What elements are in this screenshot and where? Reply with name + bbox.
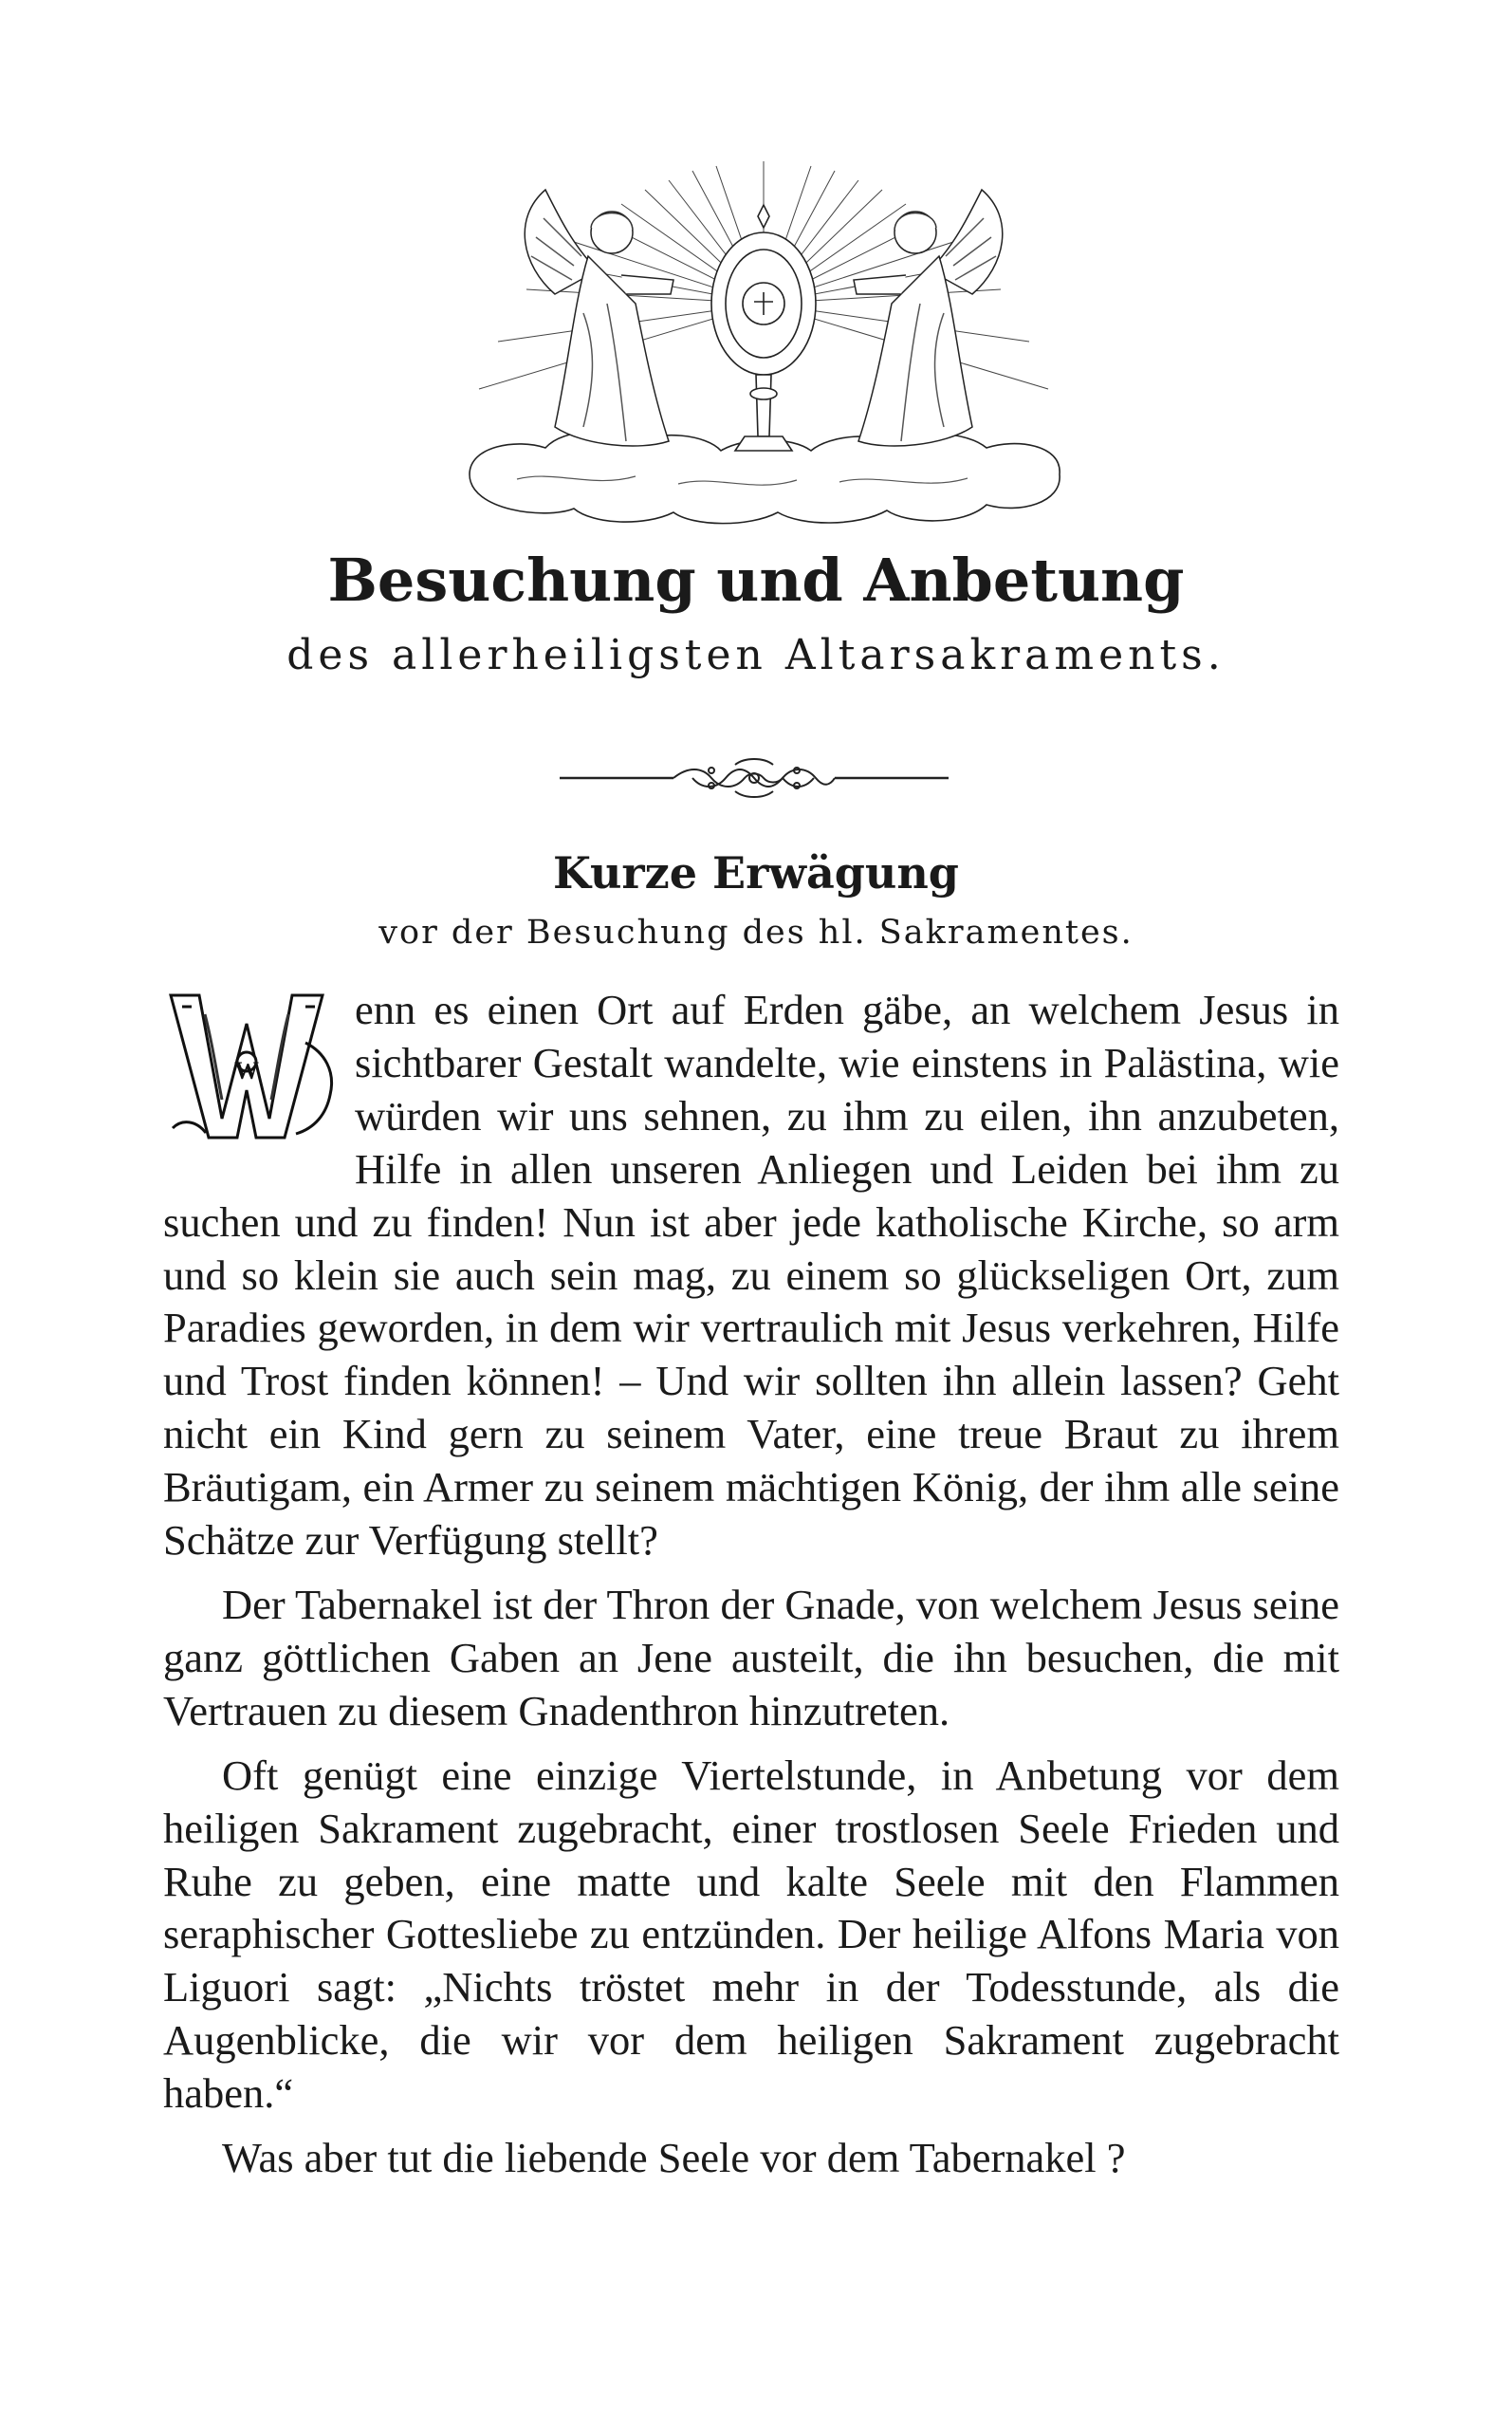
page-title: Besuchung und Anbetung	[327, 546, 1185, 615]
paragraph-2: Der Tabernakel ist der Thron der Gnade, von welchem Jesus seine ganz göttlichen Gaben an Jene austeilt, die ihn besuchen, die mit Vertrauen zu diesem Gnadenthron hinzutreten.	[163, 1580, 1339, 1734]
paragraph-3: Oft genügt eine einzige Viertelstunde, in Anbetung vor dem heiligen Sakrament zugebracht, einer trostlosen Seele Frieden und Ruhe zu geben, eine matte und kalte Seele mit den Flammen seraphischer Gottesliebe zu entzünden. Der heilige Alfons Maria von Liguori sagt: „Nichts tröstet mehr in der Todesstunde, als die Augenblicke, die wir vor dem heiligen Sakrament zugebracht haben.“	[163, 1751, 1339, 2118]
ornamental-divider-icon	[560, 750, 949, 806]
left-angel	[525, 190, 673, 446]
monstrance-with-adoring-angels-icon	[432, 161, 1096, 560]
paragraph-1	[163, 984, 1339, 1567]
right-angel	[854, 190, 1003, 446]
monstrance	[711, 205, 816, 451]
ornate-initial-w-icon	[163, 986, 341, 1145]
body-text	[163, 984, 1339, 2196]
section-heading: Kurze Erwägung	[553, 847, 959, 899]
paragraph-4: Was aber tut die liebende Seele vor dem Tabernakel ?	[222, 2134, 1126, 2182]
page-subtitle: des allerheiligsten Altarsakraments.	[286, 631, 1226, 679]
paragraph-1-text: enn es einen Ort auf Erden gäbe, an welchem Jesus in sichtbarer Gestalt wandelte, wie einstens in Palästina, wie würden wir uns sehnen, zu ihm zu eilen, ihn anzubeten, Hilfe in allen unseren Anliegen und Leiden bei ihm zu suchen und zu finden! Nun ist aber jede katholische Kirche, so arm und so klein sie auch sein mag, zu einem so glückseligen Ort, zum Paradies geworden, in dem wir vertraulich mit Jesus verkehren, Hilfe und Trost finden können! – Und wir sollten ihn allein lassen? Geht nicht ein Kind gern zu seinem Vater, eine treue Braut zu ihrem Bräutigam, ein Armer zu seinem mächtigen König, der ihm alle seine Schätze zur Verfügung stellt?	[163, 986, 1339, 1565]
dropcap-letter: W	[234, 1057, 259, 1084]
section-subheading: vor der Besuchung des hl. Sakramentes.	[378, 914, 1134, 952]
